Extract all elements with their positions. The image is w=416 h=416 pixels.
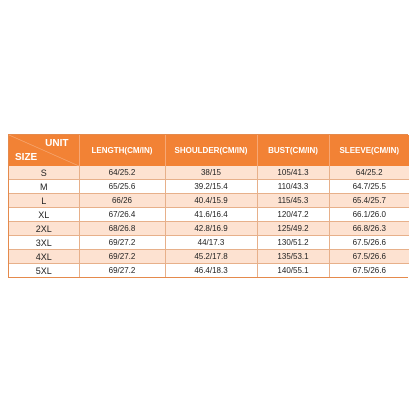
length-cell: 68/26.8	[79, 222, 165, 236]
length-cell: 64/25.2	[79, 166, 165, 180]
sleeve-cell: 67.5/26.6	[329, 264, 409, 278]
shoulder-cell: 44/17.3	[165, 236, 257, 250]
sleeve-cell: 64/25.2	[329, 166, 409, 180]
column-header-shoulder: SHOULDER(CM/IN)	[165, 135, 257, 166]
column-header-sleeve: SLEEVE(CM/IN)	[329, 135, 409, 166]
length-cell: 69/27.2	[79, 250, 165, 264]
sleeve-cell: 67.5/26.6	[329, 250, 409, 264]
sleeve-cell: 64.7/25.5	[329, 180, 409, 194]
header-row	[9, 135, 409, 166]
bust-cell: 105/41.3	[257, 166, 329, 180]
sleeve-cell: 67.5/26.6	[329, 236, 409, 250]
table-row	[9, 250, 409, 264]
length-cell: 66/26	[79, 194, 165, 208]
table-row	[9, 222, 409, 236]
column-header-bust: BUST(CM/IN)	[257, 135, 329, 166]
length-cell: 65/25.6	[79, 180, 165, 194]
size-chart	[8, 134, 408, 278]
bust-cell: 135/53.1	[257, 250, 329, 264]
table-row	[9, 264, 409, 278]
shoulder-cell: 40.4/15.9	[165, 194, 257, 208]
size-cell: 5XL	[9, 264, 79, 278]
size-cell: XL	[9, 208, 79, 222]
column-header-length: LENGTH(CM/IN)	[79, 135, 165, 166]
table-row	[9, 236, 409, 250]
shoulder-cell: 41.6/16.4	[165, 208, 257, 222]
bust-cell: 115/45.3	[257, 194, 329, 208]
size-cell: L	[9, 194, 79, 208]
size-cell: M	[9, 180, 79, 194]
length-cell: 67/26.4	[79, 208, 165, 222]
size-cell: 3XL	[9, 236, 79, 250]
length-cell: 69/27.2	[79, 236, 165, 250]
size-table	[9, 135, 409, 277]
shoulder-cell: 46.4/18.3	[165, 264, 257, 278]
unit-label: UNIT	[45, 138, 69, 149]
shoulder-cell: 45.2/17.8	[165, 250, 257, 264]
shoulder-cell: 42.8/16.9	[165, 222, 257, 236]
sleeve-cell: 65.4/25.7	[329, 194, 409, 208]
shoulder-cell: 38/15	[165, 166, 257, 180]
bust-cell: 110/43.3	[257, 180, 329, 194]
table-row	[9, 194, 409, 208]
corner-header-cell	[9, 135, 79, 166]
bust-cell: 130/51.2	[257, 236, 329, 250]
size-label: SIZE	[15, 152, 38, 163]
bust-cell: 125/49.2	[257, 222, 329, 236]
size-cell: S	[9, 166, 79, 180]
sleeve-cell: 66.1/26.0	[329, 208, 409, 222]
shoulder-cell: 39.2/15.4	[165, 180, 257, 194]
table-row	[9, 208, 409, 222]
size-cell: 2XL	[9, 222, 79, 236]
table-row	[9, 180, 409, 194]
table-row	[9, 166, 409, 180]
sleeve-cell: 66.8/26.3	[329, 222, 409, 236]
bust-cell: 120/47.2	[257, 208, 329, 222]
length-cell: 69/27.2	[79, 264, 165, 278]
size-cell: 4XL	[9, 250, 79, 264]
bust-cell: 140/55.1	[257, 264, 329, 278]
